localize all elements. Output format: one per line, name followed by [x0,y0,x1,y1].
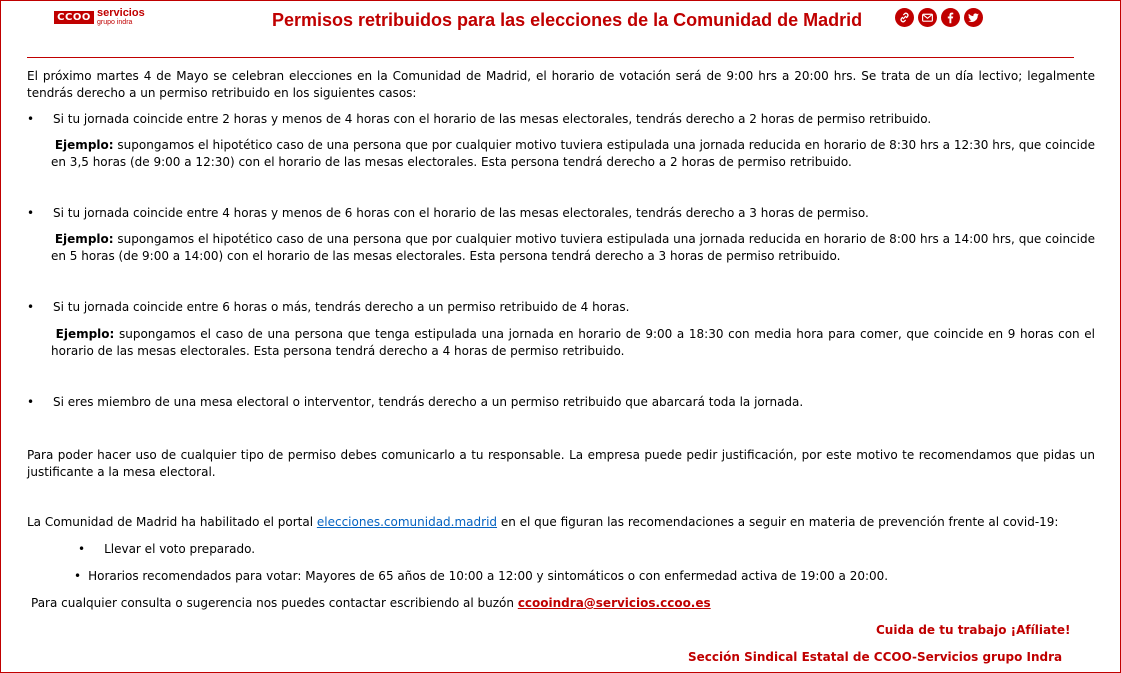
recommendation-item [74,569,888,583]
link-icon[interactable] [895,8,914,27]
notice-paragraph: Para poder hacer uso de cualquier tipo de permiso debes comunicarlo a tu responsable. La empresa puede pedir justificación, por este motivo te recomendamos que pidas un justificante a la mesa electoral. [27,448,1095,479]
list-item-text: Si tu jornada coincide entre 4 horas y menos de 6 horas con el horario de las mesas electorales, tendrás derecho a 3 horas de permiso. [53,206,869,220]
facebook-icon[interactable] [941,8,960,27]
bullet: • [74,569,82,583]
example-paragraph [51,137,1095,170]
example-paragraph [51,326,1095,359]
contact-text: Para cualquier consulta o sugerencia nos puedes contactar escribiendo al buzón [31,596,518,610]
intro-paragraph: El próximo martes 4 de Mayo se celebran elecciones en la Comunidad de Madrid, el horario de votación será de 9:00 hrs a 20:00 hrs. Se trata de un día lectivo; legalmente tendrás derecho a un permiso retribuido en los siguientes casos: [27,69,1095,100]
bullet: • [27,112,35,126]
portal-link[interactable]: elecciones.comunidad.madrid [316,515,498,529]
bullet: • [78,542,86,556]
email-icon[interactable] [918,8,937,27]
twitter-icon[interactable] [964,8,983,27]
portal-text-before: La Comunidad de Madrid ha habilitado el portal [27,515,317,529]
recommendation-text: Horarios recomendados para votar: Mayores de 65 años de 10:00 a 12:00 y sintomáticos o con enfermedad activa de 19:00 a 20:00. [88,569,889,583]
footer-slogan: Cuida de tu trabajo ¡Afíliate! [876,623,1071,637]
list-item-text: Si tu jornada coincide entre 2 horas y menos de 4 horas con el horario de las mesas electorales, tendrás derecho a 2 horas de permiso retribuido. [53,112,932,126]
portal-paragraph [27,514,1095,531]
bullet: • [27,300,35,314]
example-text: supongamos el hipotético caso de una persona que por cualquier motivo tuviera estipulada una jornada reducida en horario de 8:30 hrs a 12:30 hrs, que coincide en 3,5 horas (de 9:00 a 12:30) con el horario de las mesas electorales. Esta persona tendrá derecho a 2 horas de permiso retribuido. [51,138,1095,169]
recommendation-item [78,542,255,556]
contact-line [31,596,711,610]
list-item-text: Si eres miembro de una mesa electoral o interventor, tendrás derecho a un permiso retribuido que abarcará toda la jornada. [53,395,804,409]
list-item-text: Si tu jornada coincide entre 6 horas o más, tendrás derecho a un permiso retribuido de 4 horas. [53,300,630,314]
ccoo-logo [54,9,148,27]
bullet: • [27,395,35,409]
example-paragraph [51,231,1095,264]
example-text: supongamos el hipotético caso de una persona que por cualquier motivo tuviera estipulada una jornada reducida en horario de 8:00 hrs a 14:00 hrs, que coincide en 5 horas (de 9:00 a 14:00) con el horario de las mesas electorales. Esta persona tendrá derecho a 3 horas de permiso retribuido. [51,232,1095,263]
page-title: Permisos retribuidos para las elecciones de la Comunidad de Madrid [272,10,863,30]
example-label: Ejemplo: [54,138,114,152]
header-divider [27,57,1074,58]
example-text: supongamos el caso de una persona que tenga estipulada una jornada en horario de 9:00 a 18:30 con media hora para comer, que coincide en 9 horas con el horario de las mesas electorales. Esta persona tendrá derecho a 4 horas de permiso retribuido. [51,327,1095,358]
contact-email-link[interactable]: ccooindra@servicios.ccoo.es [517,596,711,610]
portal-text-after: en el que figuran las recomendaciones a seguir en materia de prevención frente al covid-19: [497,515,1059,529]
footer-signature: Sección Sindical Estatal de CCOO-Servicios grupo Indra [688,650,1063,664]
recommendation-text: Llevar el voto preparado. [104,542,256,556]
logo-name: servicios [97,7,145,19]
bullet: • [27,206,35,220]
logo-subtitle: grupo indra [97,19,133,26]
example-label: Ejemplo: [54,232,114,246]
logo-mark: CCOO [54,11,94,24]
example-label: Ejemplo: [55,327,115,341]
